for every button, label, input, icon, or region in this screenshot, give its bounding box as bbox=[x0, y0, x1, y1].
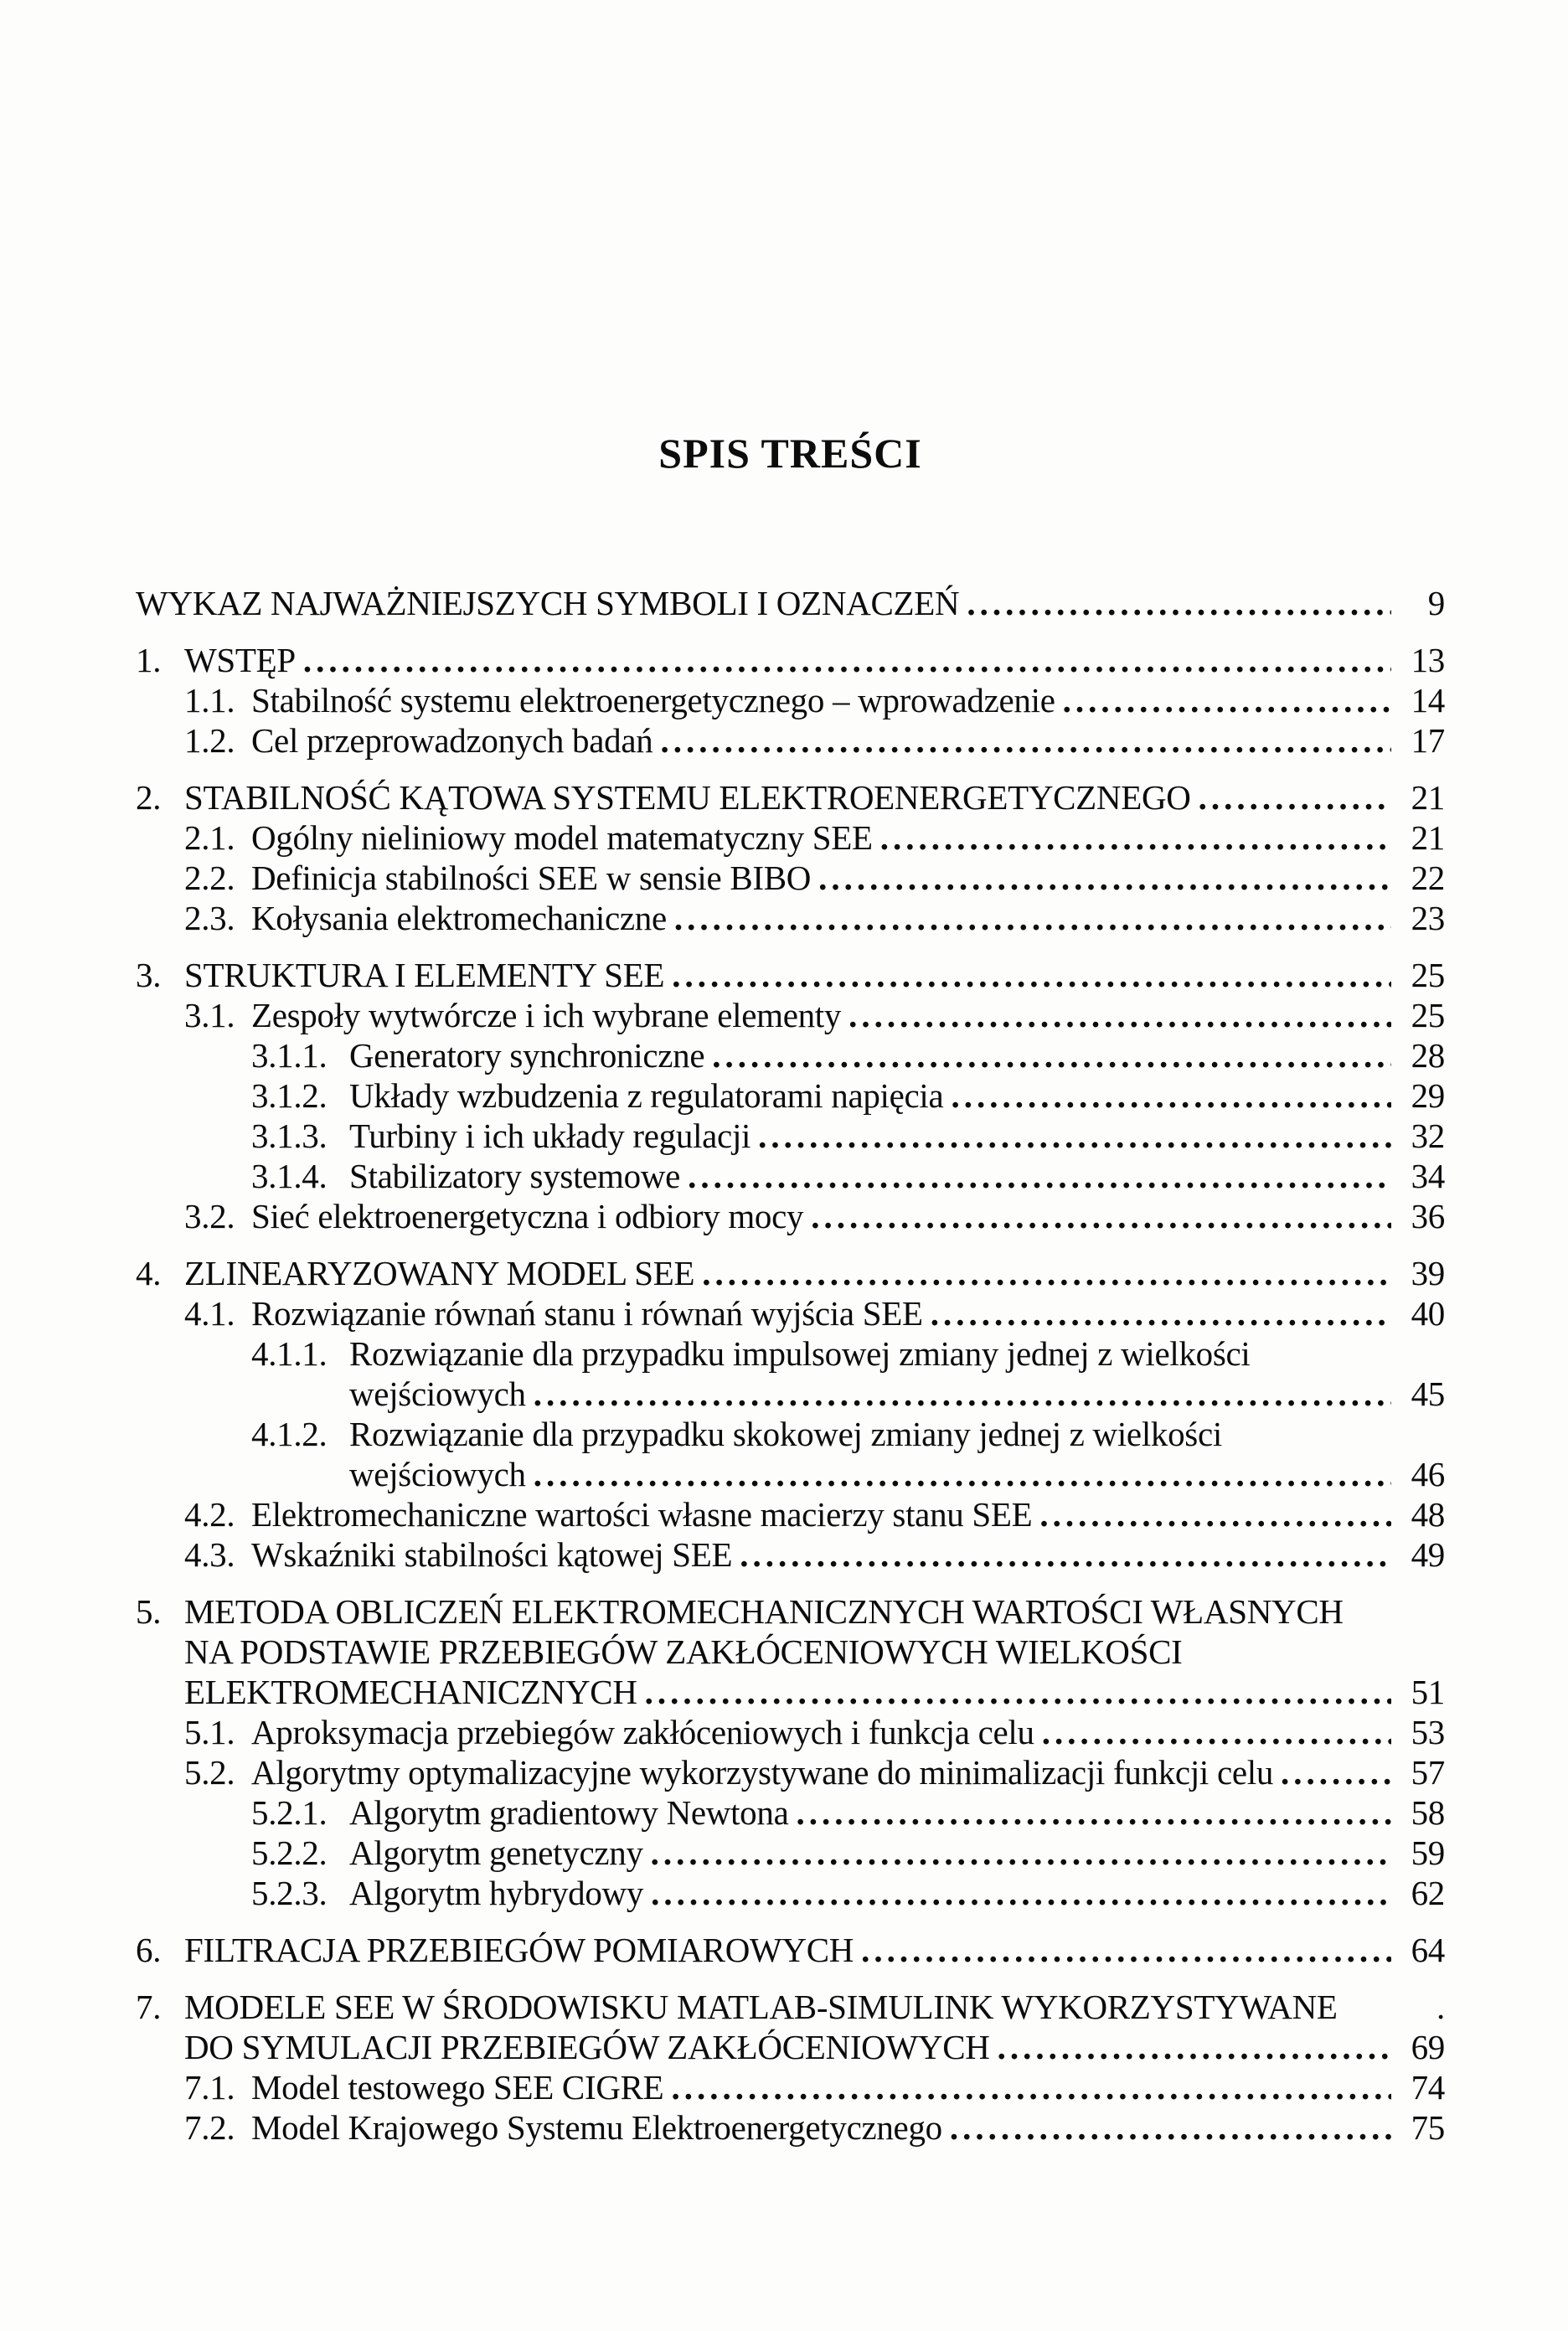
toc-entry bbox=[136, 1156, 1445, 1196]
dot-leader bbox=[712, 1035, 1391, 1075]
toc-entry-number: 5.2.2. bbox=[251, 1833, 328, 1872]
toc-entry-page: 75 bbox=[1411, 2108, 1445, 2147]
toc-entry bbox=[136, 640, 1445, 680]
toc-entry-title: DO SYMULACJI PRZEBIEGÓW ZAKŁÓCENIOWYCH bbox=[184, 2028, 990, 2066]
toc-entry-number: 4.1. bbox=[184, 1294, 235, 1333]
toc-entry bbox=[136, 2067, 1445, 2107]
toc-entry-number: 2.1. bbox=[184, 818, 235, 857]
toc-entry-number: 3.1.2. bbox=[251, 1076, 328, 1115]
toc-entry-title: NA PODSTAWIE PRZEBIEGÓW ZAKŁÓCENIOWYCH WIELKOŚCI bbox=[184, 1632, 1183, 1671]
toc-entry-title: FILTRACJA PRZEBIEGÓW POMIAROWYCH bbox=[184, 1931, 854, 1969]
toc-entry-continuation bbox=[136, 1374, 1445, 1414]
toc-entry-number: 7.1. bbox=[184, 2068, 235, 2107]
toc-entry-title: Algorytm gradientowy Newtona bbox=[349, 1793, 789, 1832]
toc-entry-number: 5. bbox=[136, 1592, 162, 1631]
toc-entry-title: WSTĘP bbox=[184, 641, 296, 679]
dot-leader bbox=[931, 1293, 1391, 1333]
dot-leader bbox=[1039, 1494, 1391, 1534]
toc-entry bbox=[136, 1987, 1445, 2027]
toc-entry-continuation bbox=[136, 2027, 1445, 2067]
toc-entry-page: 39 bbox=[1411, 1254, 1445, 1292]
toc-entry-title: Ogólny nieliniowy model matematyczny SEE bbox=[251, 818, 873, 857]
toc-entry-number: 5.2. bbox=[184, 1753, 235, 1792]
toc-entry-title: Rozwiązanie równań stanu i równań wyjścia SEE bbox=[251, 1294, 923, 1333]
dot-leader bbox=[740, 1534, 1391, 1575]
dot-leader bbox=[998, 2027, 1391, 2067]
toc-entry bbox=[136, 1833, 1445, 1873]
toc-entry bbox=[136, 1494, 1445, 1534]
toc-entry-page: 40 bbox=[1411, 1294, 1445, 1333]
toc-entry-number: 4.3. bbox=[184, 1535, 235, 1574]
toc-entry-title: METODA OBLICZEŃ ELEKTROMECHANICZNYCH WARTOŚCI WŁASNYCH bbox=[184, 1592, 1344, 1631]
toc-entry-number: 5.1. bbox=[184, 1713, 235, 1751]
toc-entry-continuation bbox=[136, 1454, 1445, 1494]
toc-entry-number: 1.2. bbox=[184, 721, 235, 760]
toc-entry bbox=[136, 1333, 1445, 1374]
toc-entry-page: 36 bbox=[1411, 1197, 1445, 1235]
toc-entry-page: 62 bbox=[1411, 1874, 1445, 1912]
toc-entry-number: 4.1.2. bbox=[251, 1415, 328, 1453]
toc-entry-title: Aproksymacja przebiegów zakłóceniowych i funkcja celu bbox=[251, 1713, 1034, 1751]
toc-entry bbox=[136, 898, 1445, 938]
toc-entry-title: Turbiny i ich układy regulacji bbox=[349, 1117, 751, 1155]
dot-leader bbox=[818, 858, 1391, 898]
dot-leader bbox=[796, 1792, 1391, 1833]
toc-entry bbox=[136, 1591, 1445, 1632]
toc-entry-title: Definicja stabilności SEE w sensie BIBO bbox=[251, 859, 812, 897]
toc-entry-title: WYKAZ NAJWAŻNIEJSZYCH SYMBOLI I OZNACZEŃ bbox=[136, 584, 960, 622]
toc-entry-title: Generatory synchroniczne bbox=[349, 1036, 705, 1075]
toc-entry-page: 74 bbox=[1411, 2068, 1445, 2107]
toc-entry-title: Zespoły wytwórcze i ich wybrane elementy bbox=[251, 996, 842, 1034]
dot-leader bbox=[967, 583, 1391, 623]
toc-entry bbox=[136, 955, 1445, 995]
dot-leader bbox=[1063, 680, 1391, 720]
toc-entry-page: 28 bbox=[1411, 1036, 1445, 1075]
toc-entry-page: 57 bbox=[1411, 1753, 1445, 1792]
toc-entry-page: . bbox=[1436, 1988, 1445, 2026]
toc-entry-number: 3.1.1. bbox=[251, 1036, 328, 1075]
toc-entry-number: 6. bbox=[136, 1931, 162, 1969]
toc-entry-number: 2.2. bbox=[184, 859, 235, 897]
toc-entry bbox=[136, 1116, 1445, 1156]
toc-entry bbox=[136, 1792, 1445, 1833]
toc-entry-continuation bbox=[136, 1632, 1445, 1672]
toc-entry bbox=[136, 777, 1445, 817]
toc-entry bbox=[136, 1752, 1445, 1792]
toc-entry bbox=[136, 1930, 1445, 1970]
toc-entry-number: 2. bbox=[136, 778, 162, 817]
dot-leader bbox=[688, 1156, 1391, 1196]
dot-leader bbox=[660, 720, 1391, 761]
dot-leader bbox=[534, 1454, 1391, 1494]
toc-entry-title: Cel przeprowadzonych badań bbox=[251, 721, 653, 760]
toc-entry-page: 46 bbox=[1411, 1455, 1445, 1493]
dot-leader bbox=[651, 1833, 1391, 1873]
toc-entry-title: ZLINEARYZOWANY MODEL SEE bbox=[184, 1254, 695, 1292]
dot-leader bbox=[645, 1672, 1391, 1712]
toc-entry-number: 3. bbox=[136, 956, 162, 994]
toc-entry-title: STRUKTURA I ELEMENTY SEE bbox=[184, 956, 665, 994]
toc-entry-page: 32 bbox=[1411, 1117, 1445, 1155]
toc-entry bbox=[136, 1293, 1445, 1333]
toc-entry-title: Sieć elektroenergetyczna i odbiory mocy bbox=[251, 1197, 804, 1235]
dot-leader bbox=[1281, 1752, 1391, 1792]
toc-entry-page: 49 bbox=[1411, 1535, 1445, 1574]
toc-entry-number: 1.1. bbox=[184, 681, 235, 719]
toc-entry-title: Stabilizatory systemowe bbox=[349, 1157, 681, 1195]
toc-entry-page: 22 bbox=[1411, 859, 1445, 897]
toc-entry-number: 3.1. bbox=[184, 996, 235, 1034]
toc-entry-title: wejściowych bbox=[349, 1374, 526, 1413]
toc-entry-page: 69 bbox=[1411, 2028, 1445, 2066]
toc-entry-title: ELEKTROMECHANICZNYCH bbox=[184, 1673, 637, 1711]
toc-entry-title: MODELE SEE W ŚRODOWISKU MATLAB-SIMULINK WYKORZYSTYWANE bbox=[184, 1988, 1338, 2026]
toc-entry-number: 3.2. bbox=[184, 1197, 235, 1235]
dot-leader bbox=[671, 2067, 1391, 2107]
toc-entry-title: Rozwiązanie dla przypadku impulsowej zmiany jednej z wielkości bbox=[349, 1334, 1251, 1373]
toc-entry-number: 7.2. bbox=[184, 2108, 235, 2147]
toc-entry bbox=[136, 1534, 1445, 1575]
toc-entry-number: 5.2.3. bbox=[251, 1874, 328, 1912]
toc-entry-number: 3.1.3. bbox=[251, 1117, 328, 1155]
toc-entry-page: 64 bbox=[1411, 1931, 1445, 1969]
toc-entry bbox=[136, 858, 1445, 898]
toc-entry bbox=[136, 817, 1445, 858]
toc-entry-page: 29 bbox=[1411, 1076, 1445, 1115]
toc-entry-title: Model testowego SEE CIGRE bbox=[251, 2068, 664, 2107]
toc-entry-page: 21 bbox=[1411, 818, 1445, 857]
toc-entry-page: 17 bbox=[1411, 721, 1445, 760]
dot-leader bbox=[861, 1930, 1391, 1970]
toc-entry bbox=[136, 1253, 1445, 1293]
dot-leader bbox=[534, 1374, 1391, 1414]
toc-entry-page: 9 bbox=[1427, 584, 1445, 622]
toc-entry-continuation bbox=[136, 1672, 1445, 1712]
toc-entry bbox=[136, 583, 1445, 623]
dot-leader bbox=[758, 1116, 1391, 1156]
toc-entry bbox=[136, 1075, 1445, 1116]
toc-list bbox=[136, 583, 1445, 2148]
toc-entry bbox=[136, 1196, 1445, 1236]
toc-entry-title: Wskaźniki stabilności kątowej SEE bbox=[251, 1535, 733, 1574]
dot-leader bbox=[303, 640, 1391, 680]
dot-leader bbox=[950, 2107, 1391, 2148]
dot-leader bbox=[951, 1075, 1391, 1116]
toc-entry-title: Rozwiązanie dla przypadku skokowej zmiany jednej z wielkości bbox=[349, 1415, 1222, 1453]
toc-entry bbox=[136, 720, 1445, 761]
toc-entry-page: 53 bbox=[1411, 1713, 1445, 1751]
toc-entry bbox=[136, 1712, 1445, 1752]
toc-entry-title: wejściowych bbox=[349, 1455, 526, 1493]
toc-entry-page: 23 bbox=[1411, 899, 1445, 937]
toc-entry-page: 25 bbox=[1411, 996, 1445, 1034]
toc-entry-title: Stabilność systemu elektroenergetycznego – wprowadzenie bbox=[251, 681, 1055, 719]
toc-entry-title: Algorytm hybrydowy bbox=[349, 1874, 644, 1912]
dot-leader bbox=[1199, 777, 1391, 817]
dot-leader bbox=[848, 995, 1391, 1035]
toc-entry-number: 5.2.1. bbox=[251, 1793, 328, 1832]
toc-entry-title: Algorytm genetyczny bbox=[349, 1833, 643, 1872]
toc-entry-page: 45 bbox=[1411, 1374, 1445, 1413]
toc-entry-title: Układy wzbudzenia z regulatorami napięcia bbox=[349, 1076, 944, 1115]
toc-entry-page: 21 bbox=[1411, 778, 1445, 817]
toc-entry-title: STABILNOŚĆ KĄTOWA SYSTEMU ELEKTROENERGETYCZNEGO bbox=[184, 778, 1191, 817]
dot-leader bbox=[651, 1873, 1391, 1913]
toc-entry-number: 4. bbox=[136, 1254, 162, 1292]
toc-entry bbox=[136, 2107, 1445, 2148]
toc-entry bbox=[136, 1414, 1445, 1454]
dot-leader bbox=[674, 898, 1391, 938]
toc-entry-page: 58 bbox=[1411, 1793, 1445, 1832]
toc-entry-title: Elektromechaniczne wartości własne macierzy stanu SEE bbox=[251, 1495, 1033, 1534]
toc-entry-page: 13 bbox=[1411, 641, 1445, 679]
toc-entry-number: 3.1.4. bbox=[251, 1157, 328, 1195]
toc-entry-title: Model Krajowego Systemu Elektroenergetycznego bbox=[251, 2108, 942, 2147]
toc-entry bbox=[136, 1035, 1445, 1075]
toc-entry-number: 4.2. bbox=[184, 1495, 235, 1534]
dot-leader bbox=[702, 1253, 1391, 1293]
toc-entry bbox=[136, 1873, 1445, 1913]
toc-entry-page: 51 bbox=[1411, 1673, 1445, 1711]
dot-leader bbox=[811, 1196, 1391, 1236]
toc-entry-page: 48 bbox=[1411, 1495, 1445, 1534]
toc-entry-title: Kołysania elektromechaniczne bbox=[251, 899, 667, 937]
toc-entry-page: 14 bbox=[1411, 681, 1445, 719]
toc-entry-title: Algorytmy optymalizacyjne wykorzystywane do minimalizacji funkcji celu bbox=[251, 1753, 1274, 1792]
toc-entry bbox=[136, 995, 1445, 1035]
toc-entry-page: 34 bbox=[1411, 1157, 1445, 1195]
toc-entry-number: 1. bbox=[136, 641, 162, 679]
dot-leader bbox=[672, 955, 1391, 995]
toc-entry-page: 25 bbox=[1411, 956, 1445, 994]
page-title: SPIS TREŚCI bbox=[658, 430, 922, 477]
toc-entry-number: 2.3. bbox=[184, 899, 235, 937]
toc-entry-number: 7. bbox=[136, 1988, 162, 2026]
toc-entry bbox=[136, 680, 1445, 720]
dot-leader bbox=[880, 817, 1391, 858]
toc-entry-page: 59 bbox=[1411, 1833, 1445, 1872]
dot-leader bbox=[1042, 1712, 1391, 1752]
toc-entry-number: 4.1.1. bbox=[251, 1334, 328, 1373]
